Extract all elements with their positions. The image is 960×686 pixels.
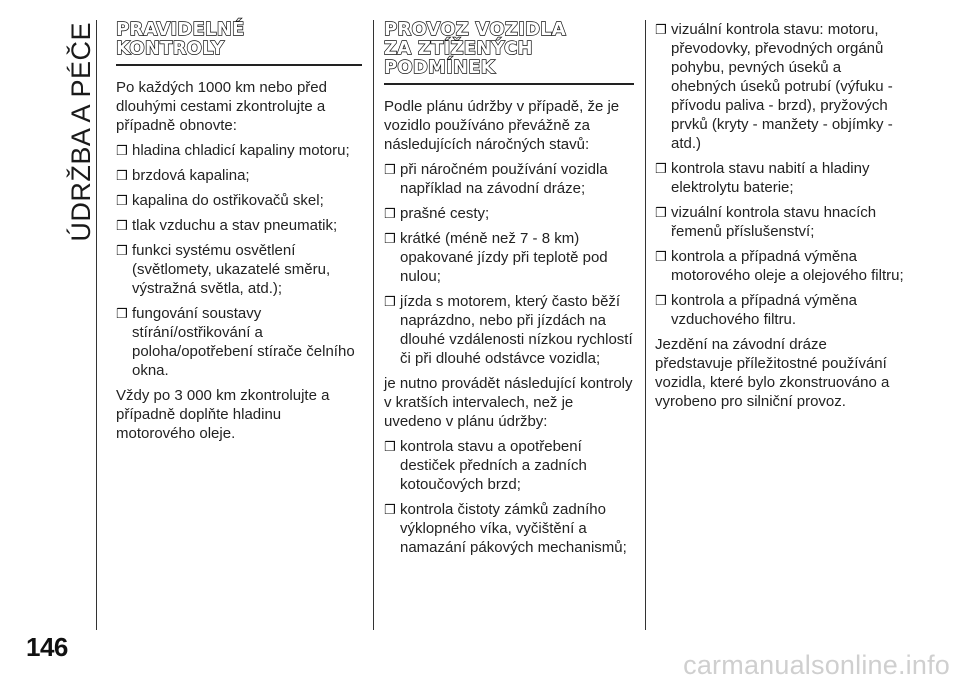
list-item-text: hladina chladicí kapaliny motoru; <box>132 142 350 159</box>
checkbox-bullet-icon: ❒ <box>116 143 128 158</box>
section-side-title <box>56 22 106 322</box>
column-divider <box>96 20 97 630</box>
column-regular-checks <box>116 20 362 449</box>
list-item-text: fungování soustavy stírání/ostřikování a poloha/opotřebení stírače čelního okna. <box>132 305 355 379</box>
list-item <box>384 437 634 494</box>
watermark: carmanualsonline.info <box>683 650 950 680</box>
list-item-text: vizuální kontrola stavu hnacích řemenů příslušenství; <box>671 204 877 240</box>
list-item-text: krátké (méně než 7 - 8 km) opakované jízdy při teplotě pod nulou; <box>400 230 608 285</box>
outro-paragraph: Jezdění na závodní dráze představuje příležitostné používání vozidla, které bylo zkonstruováno a vyrobeno pro silniční provoz. <box>655 336 890 410</box>
list-item <box>116 216 362 235</box>
heading-line: PROVOZ VOZIDLA <box>384 19 566 40</box>
checkbox-bullet-icon: ❒ <box>384 294 396 309</box>
list-item-text: prašné cesty; <box>400 205 490 222</box>
list-item <box>384 500 634 557</box>
checkbox-bullet-icon: ❒ <box>655 249 667 264</box>
list-item <box>655 20 905 153</box>
intro-paragraph: Po každých 1000 km nebo před dlouhými cestami zkontrolujte a případně obnovte: <box>116 79 327 134</box>
list-item-text: kontrola stavu nabití a hladiny elektrolytu baterie; <box>671 160 870 196</box>
list-item <box>116 304 362 380</box>
list-item <box>116 141 362 160</box>
heading-line: KONTROLY <box>116 38 225 59</box>
checkbox-bullet-icon: ❒ <box>384 502 396 517</box>
list-item <box>384 160 634 198</box>
list-item-text: jízda s motorem, který často běží naprázdno, nebo při jízdách na dlouhé vzdálenosti nízkou rychlostí či při dlouhé odstávce vozidla; <box>400 293 633 367</box>
checkbox-bullet-icon: ❒ <box>384 231 396 246</box>
list-item-text: tlak vzduchu a stav pneumatik; <box>132 217 338 234</box>
list-item <box>655 247 905 285</box>
checkbox-bullet-icon: ❒ <box>116 193 128 208</box>
page-number: 146 <box>26 632 68 662</box>
list-item <box>116 166 362 185</box>
checkbox-bullet-icon: ❒ <box>116 218 128 233</box>
checkbox-bullet-icon: ❒ <box>384 439 396 454</box>
list-item <box>116 191 362 210</box>
checkbox-bullet-icon: ❒ <box>655 205 667 220</box>
checkbox-bullet-icon: ❒ <box>116 168 128 183</box>
intro-paragraph: Podle plánu údržby v případě, že je vozidlo používáno převážně za následujících náročných stavů: <box>384 98 620 153</box>
column-divider <box>645 20 646 630</box>
list-item-text: kontrola čistoty zámků zadního výklopného víka, vyčištění a namazání pákových mechanismů; <box>400 501 627 556</box>
list-item <box>655 291 905 329</box>
section-heading <box>384 20 634 85</box>
checkbox-bullet-icon: ❒ <box>116 243 128 258</box>
checkbox-bullet-icon: ❒ <box>655 161 667 176</box>
checkbox-bullet-icon: ❒ <box>655 22 667 37</box>
list-item-text: vizuální kontrola stavu: motoru, převodovky, převodných orgánů pohybu, pevných úseků a ohebných úseků potrubí (výfuku - přívodu paliva - brzd), pryžových prvků (kryty - manžety - objímky - atd.) <box>671 21 893 152</box>
outro-paragraph: Vždy po 3 000 km zkontrolujte a případně doplňte hladinu motorového oleje. <box>116 387 330 442</box>
column-divider <box>373 20 374 630</box>
list-item-text: kontrola a případná výměna vzduchového filtru. <box>671 292 857 328</box>
list-item-text: kontrola a případná výměna motorového oleje a olejového filtru; <box>671 248 904 284</box>
heading-line: PRAVIDELNÉ <box>116 19 245 40</box>
checkbox-bullet-icon: ❒ <box>655 293 667 308</box>
list-item <box>384 292 634 368</box>
list-item-text: funkci systému osvětlení (světlomety, ukazatelé směru, výstražná světla, atd.); <box>132 242 331 297</box>
side-title-text: ÚDRŽBA A PÉČE <box>66 22 96 242</box>
column-severe-conditions <box>384 20 634 563</box>
list-item-text: kapalina do ostřikovačů skel; <box>132 192 324 209</box>
checkbox-bullet-icon: ❒ <box>384 162 396 177</box>
list-item-text: brzdová kapalina; <box>132 167 250 184</box>
heading-line: PODMÍNEK <box>384 57 495 78</box>
list-item <box>655 159 905 197</box>
checkbox-bullet-icon: ❒ <box>384 206 396 221</box>
list-item <box>116 241 362 298</box>
section-heading <box>116 20 362 66</box>
list-item <box>384 204 634 223</box>
middle-paragraph: je nutno provádět následující kontroly v kratších intervalech, než je uvedeno v plánu údržby: <box>384 375 633 430</box>
list-item <box>384 229 634 286</box>
list-item-text: při náročném používání vozidla například na závodní dráze; <box>400 161 608 197</box>
checkbox-bullet-icon: ❒ <box>116 306 128 321</box>
list-item <box>655 203 905 241</box>
list-item-text: kontrola stavu a opotřebení destiček předních a zadních kotoučových brzd; <box>400 438 587 493</box>
heading-line: ZA ZTÍŽENÝCH <box>384 38 533 59</box>
column-severe-checks-continued <box>655 20 905 417</box>
